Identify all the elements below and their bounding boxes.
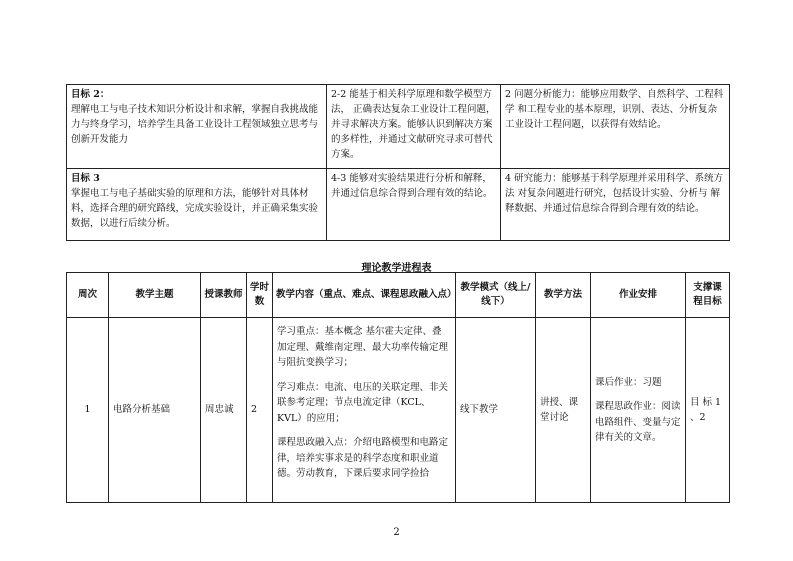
page-number: 2 (393, 527, 400, 538)
objective-row (67, 169, 730, 241)
indicator-cell: 2-2 能基于相关科学原理和数学模型方法， 正确表达复杂工业设计工程问题，并寻求解决方案。能够认识到解决方案的多样性，并通过文献研究寻求可替代方案。 (327, 85, 501, 169)
header-homework: 作业安排 (591, 273, 686, 318)
objective-desc-cell (67, 85, 327, 169)
schedule-table (66, 272, 730, 503)
objective-desc-cell (67, 169, 327, 241)
cell-topic: 电路分析基础 (109, 318, 201, 503)
header-week: 周次 (67, 273, 109, 318)
header-support: 支撑课程目标 (686, 273, 730, 318)
indicator-cell: 4-3 能够对实验结果进行分析和解释，并通过信息综合得到合理有效的结论。 (327, 169, 501, 241)
objectives-table (66, 84, 730, 241)
header-mode: 教学模式（线上/线下） (456, 273, 536, 318)
cell-content (273, 318, 456, 503)
cell-teacher: 周忠诚 (201, 318, 247, 503)
header-content: 教学内容（重点、难点、课程思政融入点） (273, 273, 456, 318)
schedule-header-row (67, 273, 730, 318)
cell-mode: 线下教学 (456, 318, 536, 503)
homework-line-1: 课后作业：习题 (595, 376, 662, 388)
requirement-cell: 4 研究能力：能够基于科学原理并采用科学、系统方法 对复杂问题进行研究，包括设计实验、分析与 解释数据、并通过信息综合得到合理有效的结论。 (501, 169, 730, 241)
cell-method: 讲授、课堂讨论 (536, 318, 591, 503)
cell-week: 1 (67, 318, 109, 503)
schedule-title: 理论教学进程表 (361, 263, 432, 274)
header-method: 教学方法 (536, 273, 591, 318)
content-key-points: 学习重点：基本概念 基尔霍夫定律、叠加定理、戴维南定理、最大功率传输定理与阻抗变换学习； (277, 326, 449, 368)
cell-support: 目 标 1 、2 (686, 318, 730, 503)
table-row (67, 318, 730, 503)
objective-desc: 掌握电工与电子基础实验的原理和方法，能够针对具体材料，选择合理的研究路线，完成实验设计，并正确采集实验数据，以进行后续分析。 (71, 188, 319, 229)
objective-row (67, 85, 730, 169)
cell-homework (591, 318, 686, 503)
header-topic: 教学主题 (109, 273, 201, 318)
cell-hours: 2 (247, 318, 273, 503)
requirement-cell: 2 问题分析能力：能够应用数学、自然科学、工程科学 和工程专业的基本原理，识别、表达、分析复杂工业设计工程问题，以获得有效结论。 (501, 85, 730, 169)
content-difficulties: 学习难点：电流、电压的关联定理、非关联参考定理；节点电流定律（KCL、KVL）的应用； (277, 381, 449, 424)
homework-line-2: 课程思政作业：阅读电路组件、变量与定律有关的文章。 (595, 401, 681, 443)
objective-desc: 理解电工与电子技术知识分析设计和求解，掌握自我挑战能力与终身学习，培养学生具备工业设计工程领域独立思考与创新开发能力 (71, 104, 319, 145)
content-ideology: 课程思政融入点：介绍电路模型和电路定律，培养实事求是的科学态度和职业道德。劳动教育，下课后要求同学捡拾 (277, 437, 449, 479)
header-teacher: 授课教师 (201, 273, 247, 318)
header-hours: 学时数 (247, 273, 273, 318)
objective-title: 目标 3 (71, 173, 100, 184)
objective-title: 目标 2： (71, 89, 110, 100)
